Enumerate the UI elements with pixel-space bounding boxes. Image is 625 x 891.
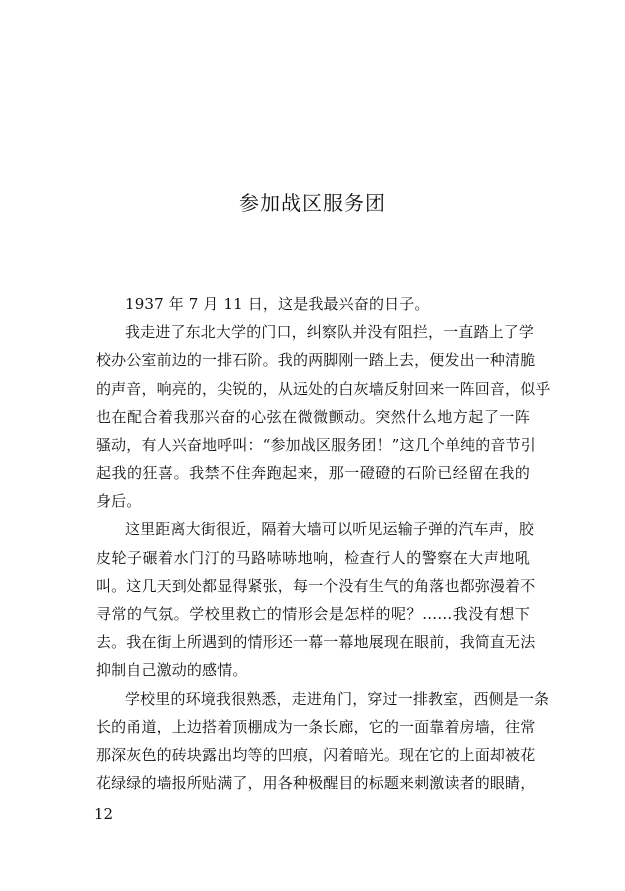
paragraph-line: 我走进了东北大学的门口，纠察队并没有阻拦，一直踏上了学: [125, 323, 535, 341]
paragraph-line: 皮轮子碾着水门汀的马路哧哧地响，检查行人的警察在大声地吼: [96, 549, 530, 567]
paragraph-line: 1937 年 7 月 11 日，这是我最兴奋的日子。: [125, 295, 430, 313]
chapter-title: 参加战区服务团: [239, 191, 386, 215]
paragraph-line: 寻常的气氛。学校里救亡的情形会是怎样的呢？……我没有想下: [96, 605, 530, 623]
paragraph-line: 那深灰色的砖块露出均等的凹痕，闪着暗光。现在它的上面却被花: [96, 746, 536, 764]
paragraph-line: 校办公室前边的一排石阶。我的两脚刚一踏上去，便发出一种清脆: [96, 351, 536, 369]
paragraph-line: 这里距离大街很近，隔着大墙可以听见运输子弹的汽车声，胶: [125, 520, 535, 538]
paragraph-line: 也在配合着我那兴奋的心弦在微微颤动。突然什么地方起了一阵: [96, 408, 530, 426]
paragraph-line: 起我的狂喜。我禁不住奔跑起来，那一磴磴的石阶已经留在我的: [96, 464, 530, 482]
paragraph-line: 身后。: [96, 492, 142, 510]
page-number: 12: [94, 805, 114, 823]
paragraph-line: 花绿绿的墙报所贴满了，用各种极醒目的标题来刺激读者的眼睛，: [96, 774, 536, 792]
paragraph-line: 长的甬道，上边搭着顶棚成为一条长廊，它的一面靠着房墙，往常: [96, 718, 536, 736]
paragraph-line: 骚动，有人兴奋地呼叫：“参加战区服务团！”这几个单纯的音节引: [96, 436, 536, 454]
paragraph-line: 抑制自己激动的感情。: [96, 661, 248, 679]
paragraph-line: 的声音，响亮的，尖锐的，从远处的白灰墙反射回来一阵回音，似乎: [96, 380, 551, 398]
paragraph-line: 学校里的环境我很熟悉，走进角门，穿过一排教室，西侧是一条: [125, 690, 550, 708]
paragraph-line: 去。我在街上所遇到的情形还一幕一幕地展现在眼前，我简直无法: [96, 633, 536, 651]
paragraph-line: 叫。这几天到处都显得紧张，每一个没有生气的角落也都弥漫着不: [96, 577, 536, 595]
